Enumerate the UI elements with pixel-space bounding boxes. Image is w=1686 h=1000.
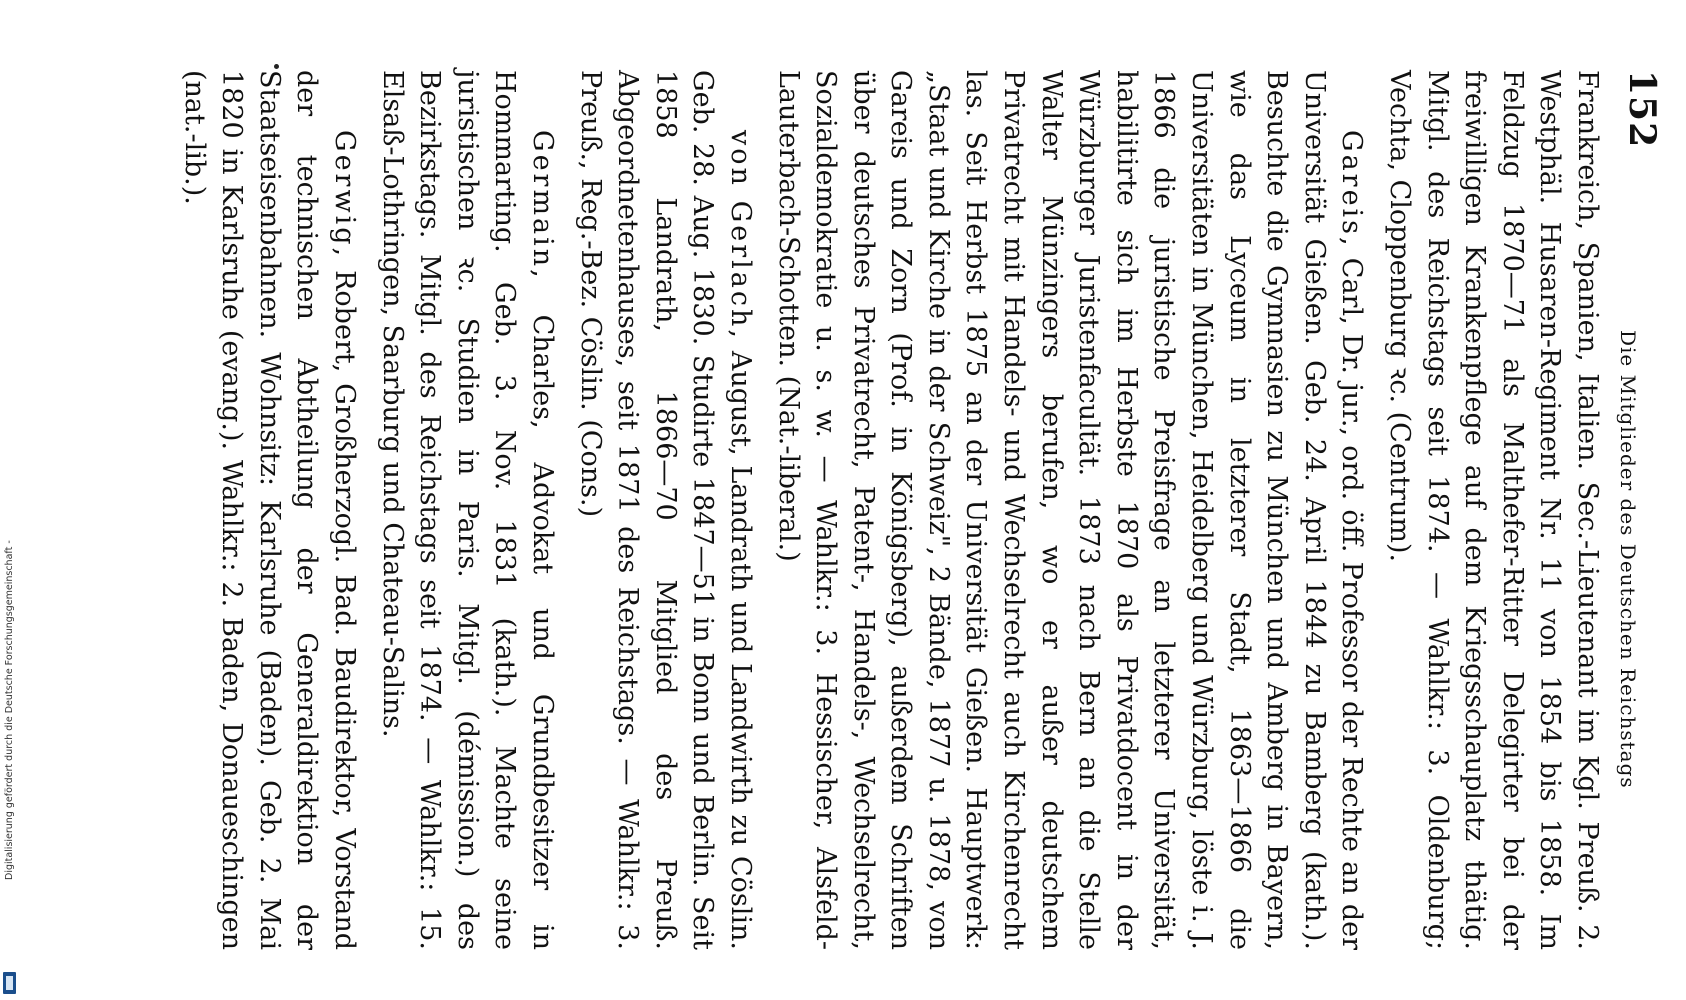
entry-text: Carl, Dr. jur., ord. öff. Professor der Rechte an der Universität Gießen. Geb. 24. April 1844 zu Bamberg (kath.). Besuchte die Gymnasien zu München und Amberg in Bayern, wie das Lyceum in letzterer Stadt, 1863—1866 die Universitäten in München, Heidelberg und Würzburg, löste i. J. 1866 die juristische Preisfrage an letzterer Universität, habilitirte sich im Herbste 1870 als Privatdocent in der Würzburger Juristenfacultät. 1873 nach Bern an die Stelle Walter Münzingers berufen, wo er außer deutschem Privatrecht mit Handels- und Wechselrecht auch Kirchenrecht las. Seit Herbst 1875 an der Universität Gießen. Hauptwerk: „Staat und Kirche in der Schweiz", 2 Bände, 1877 u. 1878, von Gareis und Zorn (Prof. in Königsberg), außerdem Schriften über deutsches Privatrecht, Patent-, Handels-, Wechselrecht, Sozialdemokratie u. s. w. — Wahlkr.: 3. Hessischer, Alsfeld-Lauterbach-Schotten. (Nat.-liberal.) [772, 70, 1368, 950]
entry-germain [373, 70, 561, 950]
dfg-logo-icon [3, 972, 16, 994]
entry-name: Germain, [526, 130, 558, 281]
scan-speck [274, 64, 279, 69]
digitization-gutter [0, 0, 22, 1000]
digitization-note: Digitalisierung gefördert durch die Deutsche Forschungsgemeinschaft - [4, 540, 15, 880]
page-number: 152 [1621, 70, 1663, 149]
running-head: Die Mitglieder des Deutschen Reichstags [1616, 330, 1640, 789]
entry-name: Gareis, [1336, 130, 1368, 249]
entry-text: August, Landrath und Landwirth zu Cöslin. Geb. 28. Aug. 1830. Studirte 1847—51 in Bonn und Berlin. Seit 1858 Landrath, 1866—70 Mitglied des Preuß. Abgeordnetenhauses, seit 1871 des Reichstags. — Wahlkr.: 3. Preuß., Reg.-Bez. Cöslin. (Cons.) [574, 70, 756, 950]
paragraph-continuation [1380, 70, 1606, 950]
entry-name: Gerwig, [329, 130, 360, 260]
entry-gareis [769, 70, 1371, 950]
entry-gerwig [175, 70, 363, 950]
entry-text: Robert, Großherzogl. Bad. Baudirektor, Vorstand der technischen Abtheilung der Generaldirektion der Staatseisenbahnen. Wohnsitz: Karlsruhe (Baden). Geb. 2. Mai 1820 in Karlsruhe (evang.). Wahlkr.: 2. Baden, Donaueschingen (nat.-lib.). [178, 70, 360, 950]
entry-text: Charles, Advokat und Grundbesitzer in Hommarting. Geb. 3. Nov. 1831 (kath.). Machte seine juristischen ꝛc. Studien in Paris. Mitgl. (démission.) des Bezirkstags. Mitgl. des Reichstags seit 1874. — Wahlkr.: 15. Elsaß-Lothringen, Saarburg und Chateau-Salins. [376, 70, 558, 950]
page-header [1606, 70, 1663, 950]
paragraph-text: Frankreich, Spanien, Italien. Sec.-Lieutenant im Kgl. Preuß. 2. Westphäl. Husaren-Regiment Nr. 11 von 1854 bis 1858. Im Feldzug 1870—71 als Malthefer-Ritter Delegirter bei der freiwilligen Krankenpflege auf dem Kriegsschauplatz thätig. Mitgl. des Reichstags seit 1874. — Wahlkr.: 3. Oldenburg; Vechta, Cloppenburg ꝛc. (Centrum). [1384, 70, 1603, 950]
rotated-page-content [178, 70, 1663, 950]
entry-von-gerlach [571, 70, 759, 950]
entry-name: von Gerlach, [724, 130, 756, 341]
